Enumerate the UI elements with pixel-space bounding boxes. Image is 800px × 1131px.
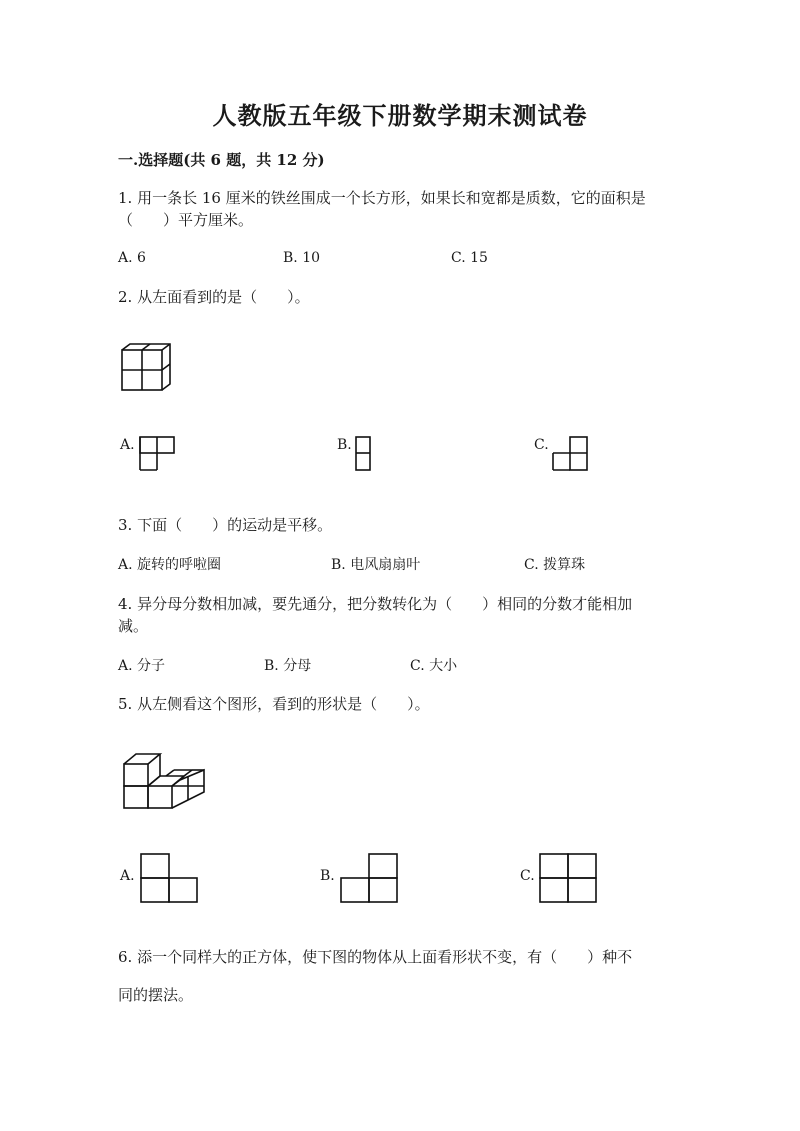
question-1-option-c[interactable]: C. 15 bbox=[451, 250, 488, 266]
question-5-stem: 5. 从左侧看这个图形，看到的形状是（ ）。 bbox=[118, 695, 430, 713]
question-2-stem: 2. 从左面看到的是（ ）。 bbox=[118, 288, 310, 306]
question-4-stem-line1: 4. 异分母分数相加减，要先通分，把分数转化为（ ）相同的分数才能相加 bbox=[118, 595, 633, 613]
question-1-option-a[interactable]: A. 6 bbox=[118, 250, 146, 266]
question-1-stem-line1: 1. 用一条长 16 厘米的铁丝围成一个长方形，如果长和宽都是质数，它的面积是 bbox=[118, 189, 646, 207]
question-3-option-b[interactable]: B. 电风扇扇叶 bbox=[331, 557, 421, 573]
question-1-stem-line2: （ ）平方厘米。 bbox=[118, 211, 254, 229]
question-5-option-a-figure bbox=[139, 852, 199, 904]
question-5-option-b[interactable]: B. bbox=[320, 868, 335, 884]
question-2-option-c[interactable]: C. bbox=[534, 437, 549, 453]
page-title: 人教版五年级下册数学期末测试卷 bbox=[212, 101, 588, 130]
question-2-cube-figure bbox=[120, 342, 172, 394]
question-2-option-a[interactable]: A. bbox=[120, 437, 135, 453]
question-4-option-c[interactable]: C. 大小 bbox=[410, 658, 458, 674]
question-5-block-figure bbox=[122, 750, 208, 810]
question-2-option-a-figure bbox=[138, 436, 176, 472]
question-1-option-b[interactable]: B. 10 bbox=[283, 250, 321, 266]
question-6-stem-line1: 6. 添一个同样大的正方体，使下图的物体从上面看形状不变，有（ ）种不 bbox=[118, 948, 633, 966]
question-4-option-b[interactable]: B. 分母 bbox=[264, 658, 312, 674]
question-4-stem-line2: 减。 bbox=[118, 617, 149, 635]
question-2-option-c-figure bbox=[551, 436, 589, 472]
question-2-option-b-figure bbox=[354, 436, 372, 472]
question-3-option-a[interactable]: A. 旋转的呼啦圈 bbox=[118, 557, 222, 573]
question-5-option-c[interactable]: C. bbox=[520, 868, 535, 884]
question-3-option-c[interactable]: C. 拨算珠 bbox=[524, 557, 586, 573]
question-6-stem-line2: 同的摆法。 bbox=[118, 986, 194, 1004]
question-2-option-b[interactable]: B. bbox=[337, 437, 352, 453]
question-4-option-a[interactable]: A. 分子 bbox=[118, 658, 166, 674]
section-heading: 一.选择题(共 6 题，共 12 分) bbox=[118, 151, 325, 169]
question-3-stem: 3. 下面（ ）的运动是平移。 bbox=[118, 516, 333, 534]
question-5-option-c-figure bbox=[538, 852, 598, 904]
question-5-option-b-figure bbox=[339, 852, 399, 904]
question-5-option-a[interactable]: A. bbox=[120, 868, 135, 884]
